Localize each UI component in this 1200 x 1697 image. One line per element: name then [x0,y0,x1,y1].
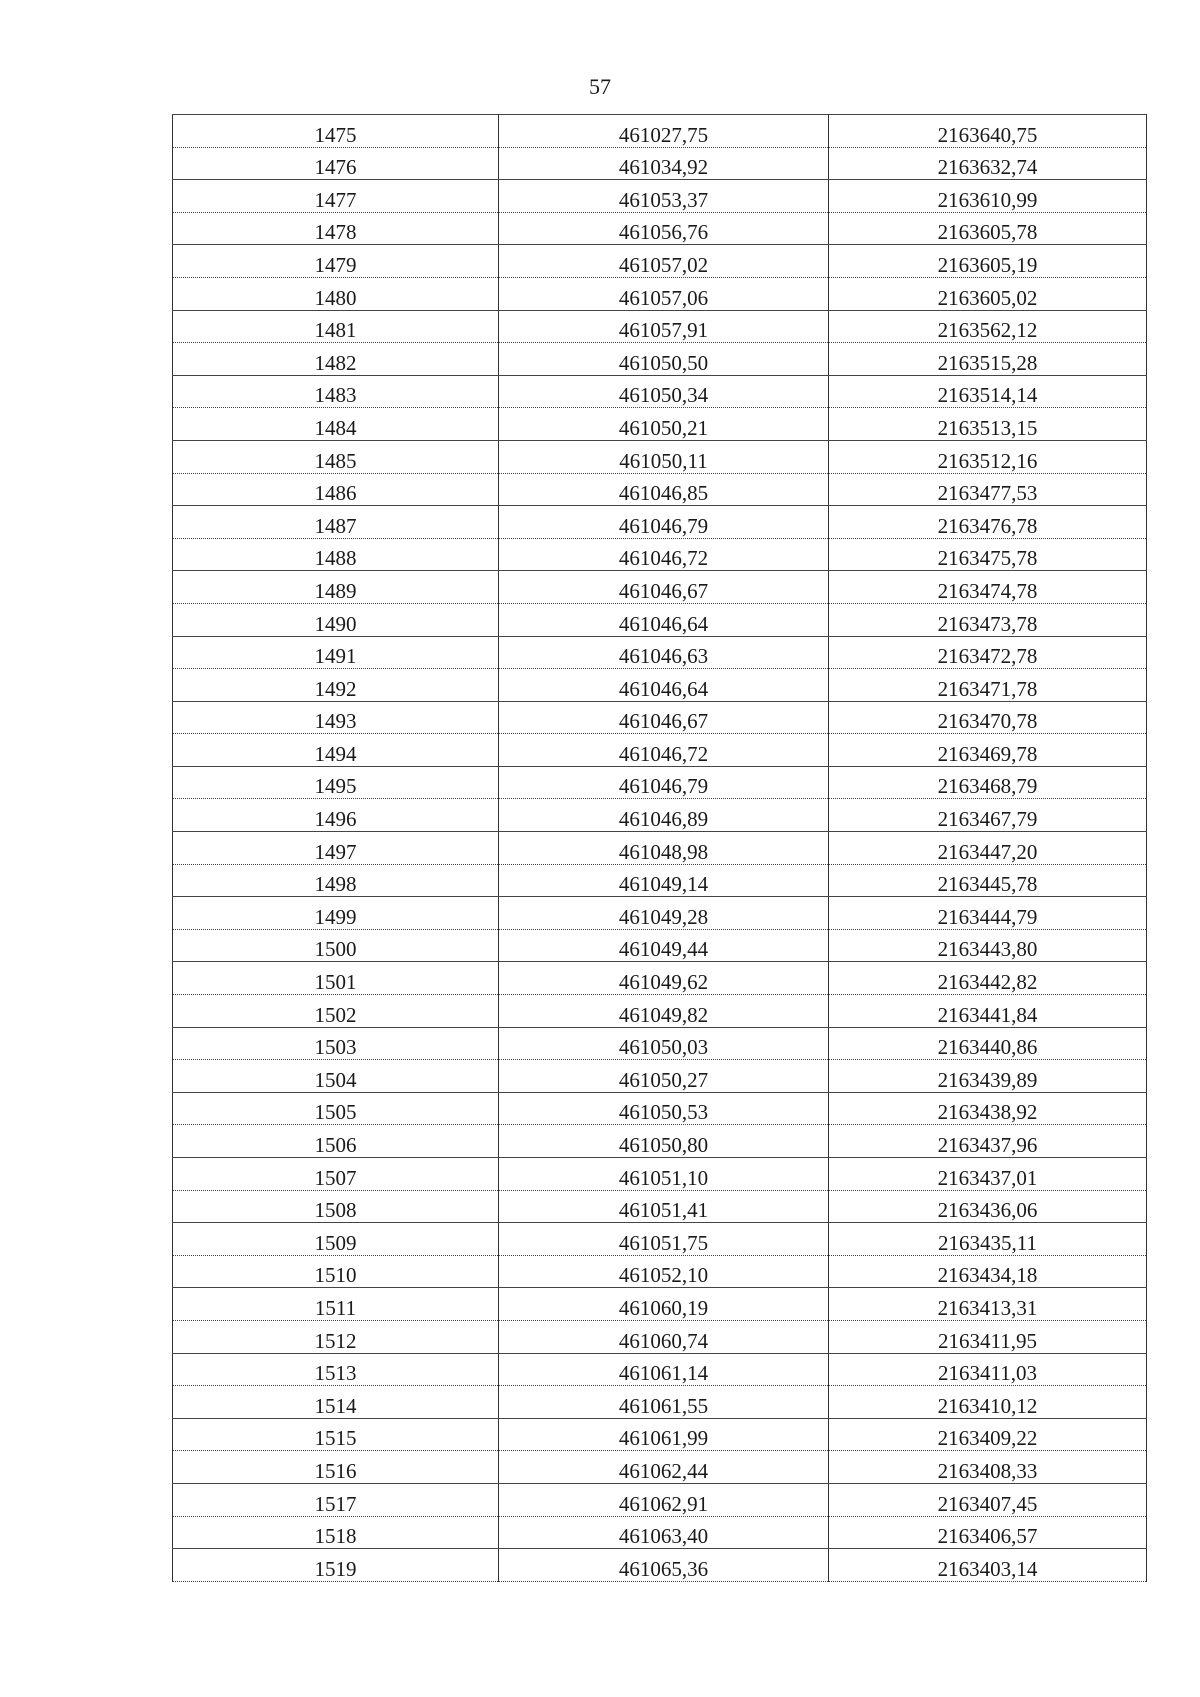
y-coordinate-cell: 2163473,78 [829,603,1147,636]
x-coordinate-cell: 461049,82 [499,995,829,1028]
x-coordinate-cell: 461051,75 [499,1223,829,1256]
y-coordinate-cell: 2163436,06 [829,1190,1147,1223]
x-coordinate-cell: 461057,06 [499,277,829,310]
table-row [173,343,1147,376]
y-coordinate-cell: 2163406,57 [829,1516,1147,1549]
y-coordinate-cell: 2163468,79 [829,766,1147,799]
point-number-cell: 1491 [173,636,499,669]
y-coordinate-cell: 2163444,79 [829,897,1147,930]
table-row [173,1190,1147,1223]
table-row [173,832,1147,865]
point-number-cell: 1496 [173,799,499,832]
y-coordinate-cell: 2163476,78 [829,506,1147,539]
x-coordinate-cell: 461060,19 [499,1288,829,1321]
x-coordinate-cell: 461046,67 [499,701,829,734]
y-coordinate-cell: 2163410,12 [829,1386,1147,1419]
point-number-cell: 1513 [173,1353,499,1386]
table-row [173,1158,1147,1191]
x-coordinate-cell: 461046,63 [499,636,829,669]
table-row [173,277,1147,310]
y-coordinate-cell: 2163447,20 [829,832,1147,865]
y-coordinate-cell: 2163467,79 [829,799,1147,832]
y-coordinate-cell: 2163439,89 [829,1060,1147,1093]
point-number-cell: 1511 [173,1288,499,1321]
x-coordinate-cell: 461049,14 [499,864,829,897]
x-coordinate-cell: 461062,44 [499,1451,829,1484]
point-number-cell: 1508 [173,1190,499,1223]
y-coordinate-cell: 2163475,78 [829,538,1147,571]
point-number-cell: 1497 [173,832,499,865]
y-coordinate-cell: 2163443,80 [829,929,1147,962]
table-row [173,1288,1147,1321]
table-row [173,1320,1147,1353]
x-coordinate-cell: 461053,37 [499,180,829,213]
x-coordinate-cell: 461050,50 [499,343,829,376]
table-row [173,929,1147,962]
coordinates-table-body [173,115,1147,1582]
point-number-cell: 1481 [173,310,499,343]
y-coordinate-cell: 2163403,14 [829,1549,1147,1582]
x-coordinate-cell: 461051,10 [499,1158,829,1191]
table-row [173,147,1147,180]
table-row [173,636,1147,669]
x-coordinate-cell: 461050,53 [499,1092,829,1125]
y-coordinate-cell: 2163605,19 [829,245,1147,278]
y-coordinate-cell: 2163437,96 [829,1125,1147,1158]
y-coordinate-cell: 2163470,78 [829,701,1147,734]
x-coordinate-cell: 461062,91 [499,1483,829,1516]
x-coordinate-cell: 461049,44 [499,929,829,962]
table-row [173,115,1147,148]
x-coordinate-cell: 461046,67 [499,571,829,604]
point-number-cell: 1501 [173,962,499,995]
table-row [173,1223,1147,1256]
x-coordinate-cell: 461049,62 [499,962,829,995]
x-coordinate-cell: 461050,34 [499,375,829,408]
x-coordinate-cell: 461065,36 [499,1549,829,1582]
y-coordinate-cell: 2163610,99 [829,180,1147,213]
point-number-cell: 1479 [173,245,499,278]
table-row [173,669,1147,702]
y-coordinate-cell: 2163640,75 [829,115,1147,148]
table-row [173,440,1147,473]
point-number-cell: 1517 [173,1483,499,1516]
y-coordinate-cell: 2163477,53 [829,473,1147,506]
x-coordinate-cell: 461052,10 [499,1255,829,1288]
point-number-cell: 1480 [173,277,499,310]
y-coordinate-cell: 2163605,78 [829,212,1147,245]
x-coordinate-cell: 461050,27 [499,1060,829,1093]
table-row [173,310,1147,343]
table-row [173,1549,1147,1582]
point-number-cell: 1484 [173,408,499,441]
y-coordinate-cell: 2163472,78 [829,636,1147,669]
table-row [173,245,1147,278]
table-row [173,799,1147,832]
point-number-cell: 1488 [173,538,499,571]
coordinates-table [172,114,1147,1582]
x-coordinate-cell: 461046,72 [499,538,829,571]
x-coordinate-cell: 461063,40 [499,1516,829,1549]
point-number-cell: 1503 [173,1027,499,1060]
x-coordinate-cell: 461046,89 [499,799,829,832]
table-row [173,408,1147,441]
point-number-cell: 1493 [173,701,499,734]
table-row [173,1418,1147,1451]
y-coordinate-cell: 2163441,84 [829,995,1147,1028]
point-number-cell: 1510 [173,1255,499,1288]
table-row [173,571,1147,604]
y-coordinate-cell: 2163632,74 [829,147,1147,180]
point-number-cell: 1499 [173,897,499,930]
point-number-cell: 1498 [173,864,499,897]
x-coordinate-cell: 461046,85 [499,473,829,506]
x-coordinate-cell: 461027,75 [499,115,829,148]
y-coordinate-cell: 2163438,92 [829,1092,1147,1125]
point-number-cell: 1500 [173,929,499,962]
x-coordinate-cell: 461057,02 [499,245,829,278]
y-coordinate-cell: 2163513,15 [829,408,1147,441]
x-coordinate-cell: 461057,91 [499,310,829,343]
point-number-cell: 1478 [173,212,499,245]
table-row [173,1451,1147,1484]
x-coordinate-cell: 461046,79 [499,766,829,799]
table-row [173,603,1147,636]
y-coordinate-cell: 2163437,01 [829,1158,1147,1191]
point-number-cell: 1514 [173,1386,499,1419]
x-coordinate-cell: 461050,80 [499,1125,829,1158]
table-row [173,1353,1147,1386]
point-number-cell: 1502 [173,995,499,1028]
y-coordinate-cell: 2163442,82 [829,962,1147,995]
point-number-cell: 1516 [173,1451,499,1484]
y-coordinate-cell: 2163407,45 [829,1483,1147,1516]
table-row [173,1092,1147,1125]
point-number-cell: 1509 [173,1223,499,1256]
table-row [173,962,1147,995]
table-row [173,180,1147,213]
point-number-cell: 1494 [173,734,499,767]
point-number-cell: 1515 [173,1418,499,1451]
x-coordinate-cell: 461061,99 [499,1418,829,1451]
y-coordinate-cell: 2163440,86 [829,1027,1147,1060]
point-number-cell: 1492 [173,669,499,702]
table-row [173,473,1147,506]
y-coordinate-cell: 2163512,16 [829,440,1147,473]
point-number-cell: 1506 [173,1125,499,1158]
y-coordinate-cell: 2163469,78 [829,734,1147,767]
y-coordinate-cell: 2163605,02 [829,277,1147,310]
table-row [173,897,1147,930]
table-row [173,995,1147,1028]
table-row [173,864,1147,897]
table-row [173,701,1147,734]
point-number-cell: 1487 [173,506,499,539]
table-row [173,1255,1147,1288]
y-coordinate-cell: 2163411,03 [829,1353,1147,1386]
table-row [173,1516,1147,1549]
x-coordinate-cell: 461049,28 [499,897,829,930]
table-row [173,1386,1147,1419]
table-row [173,212,1147,245]
point-number-cell: 1518 [173,1516,499,1549]
table-row [173,375,1147,408]
point-number-cell: 1475 [173,115,499,148]
y-coordinate-cell: 2163408,33 [829,1451,1147,1484]
y-coordinate-cell: 2163471,78 [829,669,1147,702]
y-coordinate-cell: 2163409,22 [829,1418,1147,1451]
table-row [173,538,1147,571]
point-number-cell: 1504 [173,1060,499,1093]
point-number-cell: 1485 [173,440,499,473]
table-row [173,734,1147,767]
table-row [173,766,1147,799]
table-row [173,1060,1147,1093]
point-number-cell: 1512 [173,1320,499,1353]
y-coordinate-cell: 2163514,14 [829,375,1147,408]
x-coordinate-cell: 461046,79 [499,506,829,539]
x-coordinate-cell: 461050,03 [499,1027,829,1060]
point-number-cell: 1495 [173,766,499,799]
table-row [173,506,1147,539]
x-coordinate-cell: 461060,74 [499,1320,829,1353]
x-coordinate-cell: 461056,76 [499,212,829,245]
x-coordinate-cell: 461061,14 [499,1353,829,1386]
y-coordinate-cell: 2163434,18 [829,1255,1147,1288]
y-coordinate-cell: 2163562,12 [829,310,1147,343]
y-coordinate-cell: 2163445,78 [829,864,1147,897]
point-number-cell: 1477 [173,180,499,213]
point-number-cell: 1505 [173,1092,499,1125]
x-coordinate-cell: 461046,64 [499,669,829,702]
x-coordinate-cell: 461050,11 [499,440,829,473]
x-coordinate-cell: 461046,64 [499,603,829,636]
point-number-cell: 1486 [173,473,499,506]
table-row [173,1483,1147,1516]
y-coordinate-cell: 2163515,28 [829,343,1147,376]
point-number-cell: 1482 [173,343,499,376]
x-coordinate-cell: 461034,92 [499,147,829,180]
y-coordinate-cell: 2163411,95 [829,1320,1147,1353]
x-coordinate-cell: 461051,41 [499,1190,829,1223]
y-coordinate-cell: 2163474,78 [829,571,1147,604]
y-coordinate-cell: 2163413,31 [829,1288,1147,1321]
table-row [173,1125,1147,1158]
point-number-cell: 1476 [173,147,499,180]
y-coordinate-cell: 2163435,11 [829,1223,1147,1256]
x-coordinate-cell: 461050,21 [499,408,829,441]
point-number-cell: 1519 [173,1549,499,1582]
point-number-cell: 1489 [173,571,499,604]
x-coordinate-cell: 461061,55 [499,1386,829,1419]
point-number-cell: 1483 [173,375,499,408]
x-coordinate-cell: 461046,72 [499,734,829,767]
table-row [173,1027,1147,1060]
point-number-cell: 1490 [173,603,499,636]
point-number-cell: 1507 [173,1158,499,1191]
page-number: 57 [589,74,611,99]
x-coordinate-cell: 461048,98 [499,832,829,865]
